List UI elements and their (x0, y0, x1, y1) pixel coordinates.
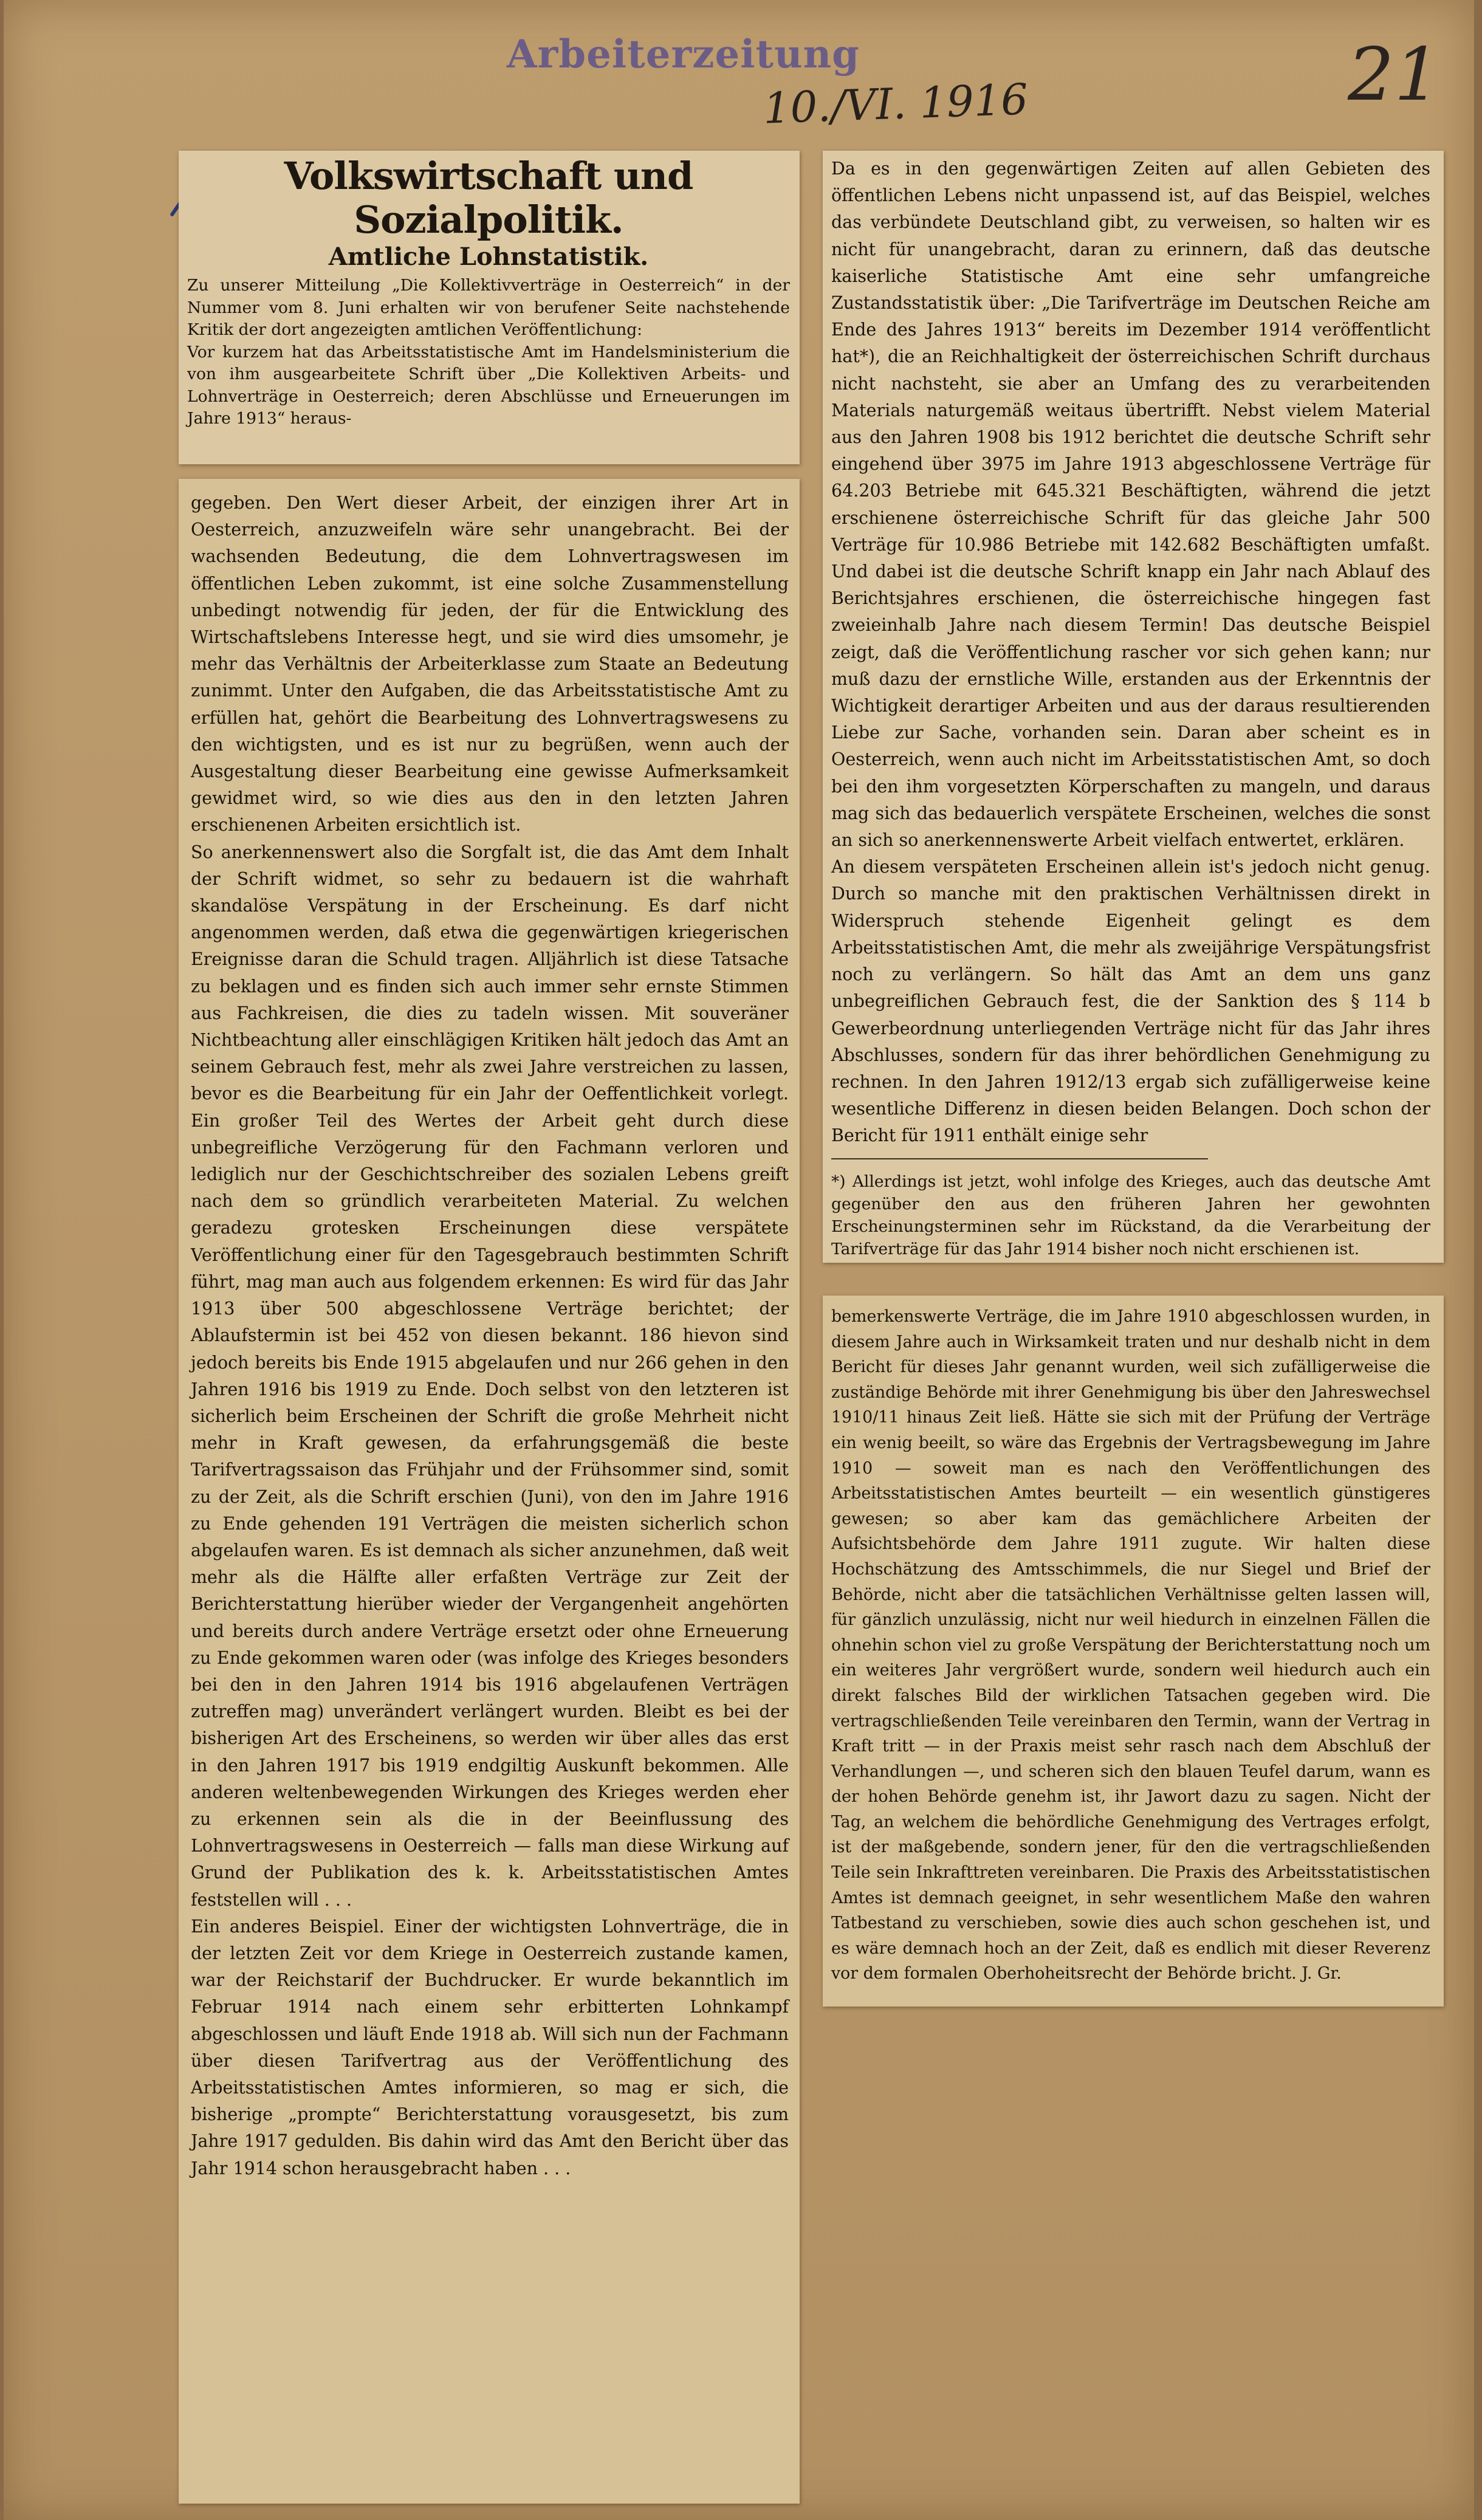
article-text-left: gegeben. Den Wert dieser Arbeit, der einzigen ihrer Art in Oesterreich, anzuzweifeln wäre sehr unangebracht. Bei der wachsenden Bedeutung, die dem Lohnvertragswesen im öffentlichen Leben zukommt, ist eine solche Zusammenstellung unbedingt notwendig für jeden, der für die Entwicklung des Wirtschaftslebens Interesse hegt, und sie wird dies umsomehr, je mehr das Verhältnis der Arbeiterklasse zum Staate an Bedeutung zunimmt. Unter den Aufgaben, die das Arbeitsstatistische Amt zu erfüllen hat, gehört die Bearbeitung des Lohnvertragswesens zu den wichtigsten, und es ist nur zu begrüßen, wenn auch der Ausgestaltung dieser Bearbeitung eine gewisse Aufmerksamkeit gewidmet wird, so wie dies aus den in den letzten Jahren erschienenen Arbeiten ersichtlich ist. So anerkennenswert also die Sorgfalt ist, die das Amt dem Inhalt der Schrift widmet, so sehr zu bedauern ist die wahrhaft skandalöse Verspätung in der Erscheinung. Es darf nicht angenommen werden, daß etwa die gegenwärtigen kriegerischen Ereignisse daran die Schuld tragen. Alljährlich ist diese Tatsache zu beklagen und es finden sich auch immer sehr ernste Stimmen aus Fachkreisen, die dies zu tadeln wissen. Mit souveräner Nichtbeachtung aller einschlägigen Kritiken hält jedoch das Amt an seinem Gebrauch fest, mehr als zwei Jahre verstreichen zu lassen, bevor es die Bearbeitung für ein Jahr der Oeffentlichkeit vorlegt. Ein großer Teil des Wertes der Arbeit geht durch diese unbegreifliche Verzögerung für den Fachmann verloren und lediglich nur der Geschichtschreiber des sozialen Lebens greift nach dem so gründlich verarbeiteten Material. Zu welchen geradezu grotesken Erscheinungen diese verspätete Veröffentlichung einer für den Tagesgebrauch bestimmten Schrift führt, mag man auch aus folgendem erkennen: Es wird für das Jahr 1913 über 500 abgeschlossene Verträge berichtet; der Ablaufstermin ist bei 452 von diesen bekannt. 186 hievon sind jedoch bereits bis Ende 1915 abgelaufen und nur 266 gehen in den Jahren 1916 bis 1919 zu Ende. Doch selbst von den letzteren ist sicherlich beim Erscheinen der Schrift die große Mehrheit nicht mehr in Kraft gewesen, da erfahrungsgemäß die beste Tarifvertragssaison das Frühjahr und der Frühsommer sind, somit zu der Zeit, als die Schrift erschien (Juni), von den im Jahre 1916 zu Ende gehenden 191 Verträgen die meisten sicherlich schon abgelaufen waren. Es ist demnach als sicher anzunehmen, daß weit mehr als die Hälfte aller erfaßten Verträge zur Zeit der Berichterstattung hierüber wieder der Vergangenheit angehörten und bereits durch andere Verträge ersetzt oder ohne Erneuerung zu Ende gekommen waren oder (was infolge des Krieges besonders bei den in den Jahren 1914 bis 1916 abgelaufenen Verträgen zutreffen mag) unverändert verlängert wurden. Bleibt es bei der bisherigen Art des Erscheinens, so werden wir über alles das erst in den Jahren 1917 bis 1919 endgiltig Auskunft bekommen. Alle anderen weltenbewegenden Wirkungen des Krieges werden eher zu erkennen sein als die in der Beeinflussung des Lohnvertragswesens in Oesterreich — falls man diese Wirkung auf Grund der Publikation des k. k. Arbeitsstatistischen Amtes feststellen will . . . Ein anderes Beispiel. Einer der wichtigsten Lohnverträge, die in der letzten Zeit vor dem Kriege in Oesterreich zustande kamen, war der Reichstarif der Buchdrucker. Er wurde bekanntlich im Februar 1914 nach einem sehr erbitterten Lohnkampf abgeschlossen und läuft Ende 1918 ab. Will sich nun der Fachmann über diesen Tarifvertrag aus der Veröffentlichung des Arbeitsstatistischen Amtes informieren, so mag er sich, die bisherige „prompte“ Berichterstattung vorausgesetzt, bis zum Jahre 1917 gedulden. Bis dahin wird das Amt den Bericht über das Jahr 1914 schon herausgebracht haben . . . (191, 493, 789, 2178)
article-text-right: Da es in den gegenwärtigen Zeiten auf allen Gebieten des öffentlichen Lebens nicht unpassend ist, auf das Beispiel, welches das verbündete Deutschland gibt, zu verweisen, so halten wir es nicht für unangebracht, daran zu erinnern, daß das deutsche kaiserliche Statistische Amt eine sehr umfangreiche Zustandsstatistik über: „Die Tarifverträge im Deutschen Reiche am Ende des Jahres 1913“ bereits im Dezember 1914 veröffentlicht hat*), die an Reichhaltigkeit der österreichischen Schrift durchaus nicht nachsteht, sie aber an Umfang des zu verarbeitenden Materials naturgemäß weitaus übertrifft. Nebst vielem Material aus den Jahren 1908 bis 1912 berichtet die deutsche Schrift sehr eingehend über 3975 im Jahre 1913 abgeschlossene Verträge für 64.203 Betriebe mit 645.321 Beschäftigten, während die jetzt erschienene österreichische Schrift für das gleiche Jahr 500 Verträge für 10.986 Betriebe mit 142.682 Beschäftigten umfaßt. Und dabei ist die deutsche Schrift knapp ein Jahr nach Ablauf des Berichtsjahres erschienen, die österreichische hingegen fast zweieinhalb Jahre nach diesem Termin! Das deutsche Beispiel zeigt, daß die Veröffentlichung rascher vor sich gehen kann; nur muß dazu der ernstliche Wille, erstanden aus der Erkenntnis der Wichtigkeit derartiger Arbeiten und aus der daraus resultierenden Liebe zur Sache, vorhanden sein. Daran aber scheint es in Oesterreich, wenn auch nicht im Arbeitsstatistischen Amt, so doch bei den ihm vorgesetzten Körperschaften zu mangeln, und daraus mag sich das bedauerlich verspätete Erscheinen, welches die sonst an sich so anerkennenswerte Arbeit vielfach entwertet, erklären. An diesem verspäteten Erscheinen allein ist's jedoch nicht genug. Durch so manche mit den praktischen Verhältnissen direkt in Widerspruch stehende Eigenheit gelingt es dem Arbeitsstatistischen Amt, die mehr als zweijährige Verspätungsfrist noch zu verlängern. So hält das Amt an dem uns ganz unbegreiflichen Gebrauch fest, die der Sanktion des § 114 b Gewerbeordnung unterliegenden Verträge nicht für das Jahr ihres Abschlusses, sondern für das ihrer behördlichen Genehmigung zu rechnen. In den Jahren 1912/13 ergab sich zufälligerweise keine wesentliche Differenz in diesen beiden Belangen. Doch schon der Bericht für 1911 enthält einige sehr (831, 159, 1430, 1146)
footnote-divider (831, 1158, 1208, 1159)
clipping-left-column (179, 479, 800, 2504)
clipping-right-column-top (823, 151, 1444, 1263)
handwritten-date: 10./VI. 1916 (762, 74, 1029, 134)
archive-sheet (4, 0, 1474, 2520)
clipping-right-column-bottom (823, 1296, 1444, 2007)
newspaper-stamp: Arbeiterzeitung (507, 32, 860, 77)
footnote: *) Allerdings ist jetzt, wohl infolge des Krieges, auch das deutsche Amt gegenüber den aus den früheren Jahren her gewohnten Erscheinungsterminen sehr im Rückstand, da die Verarbeitung der Tarifverträge für das Jahr 1914 bisher noch nicht erschienen ist. (831, 1172, 1430, 1258)
article-text-conclusion: bemerkenswerte Verträge, die im Jahre 1910 abgeschlossen wurden, in diesem Jahre auch in Wirksamkeit traten und nur deshalb nicht in dem Bericht für dieses Jahr genannt wurden, weil sich zufälligerweise die zuständige Behörde mit ihrer Genehmigung bis über den Jahreswechsel 1910/11 hinaus Zeit ließ. Hätte sie sich mit der Prüfung der Verträge ein wenig beeilt, so wäre das Ergebnis der Vertragsbewegung im Jahre 1910 — soweit man es nach den Veröffentlichungen des Arbeitsstatistischen Amtes beurteilt — ein wesentlich günstigeres gewesen; so aber kam das gemächlichere Arbeiten der Aufsichtsbehörde dem Jahre 1911 zugute. Wir halten diese Hochschätzung des Amtsschimmels, die nur Siegel und Brief der Behörde, nicht aber die tatsächlichen Verhältnisse gelten lassen will, für gänzlich unzulässig, nicht nur weil hiedurch in einzelnen Fällen die ohnehin schon viel zu große Verspätung der Berichterstattung noch um ein weiteres Jahr vergrößert wurde, sondern weil hiedurch auch ein direkt falsches Bild der wirklichen Tatsachen gegeben wird. Die vertragschließenden Teile vereinbaren den Termin, wann der Vertrag in Kraft tritt — in der Praxis meist sehr rasch nach dem Abschluß der Verhandlungen —, und scheren sich den blauen Teufel darum, wann es der hohen Behörde genehm ist, ihr Jawort dazu zu sagen. Nicht der Tag, an welchem die behördliche Genehmigung des Vertrages erfolgt, ist der maßgebende, sondern jener, für den die vertragschließenden Teile sein Inkrafttreten vereinbaren. Die Praxis des Arbeitsstatistischen Amtes ist demnach geeignet, in sehr wesentlichem Maße den wahren Tatbestand zu verschieben, sowie dies auch schon geschehen ist, und es wäre demnach hoch an der Zeit, daß es endlich mit dieser Reverenz vor dem formalen Oberhoheitsrecht der Behörde bricht. J. Gr. (831, 1307, 1430, 1983)
folio-number: 21 (1348, 33, 1441, 117)
article-intro: Zu unserer Mitteilung „Die Kollektivverträge in Oesterreich“ in der Nummer vom 8. Juni erhalten wir von berufener Seite nachstehende Kritik der dort angezeigten amtlichen Veröffentlichung: Vor kurzem hat das Arbeitsstatistische Amt im Handelsministerium die von ihm ausgearbeitete Schrift über „Die Kollektiven Arbeits- und Lohnverträge in Oesterreich; deren Abschlüsse und Erneuerungen im Jahre 1913“ heraus- (187, 276, 790, 428)
clipping-headline-block (179, 151, 800, 464)
article-title: Amtliche Lohnstatistik. (328, 242, 649, 271)
section-heading: Volkswirtschaft und Sozialpolitik. (284, 154, 693, 242)
